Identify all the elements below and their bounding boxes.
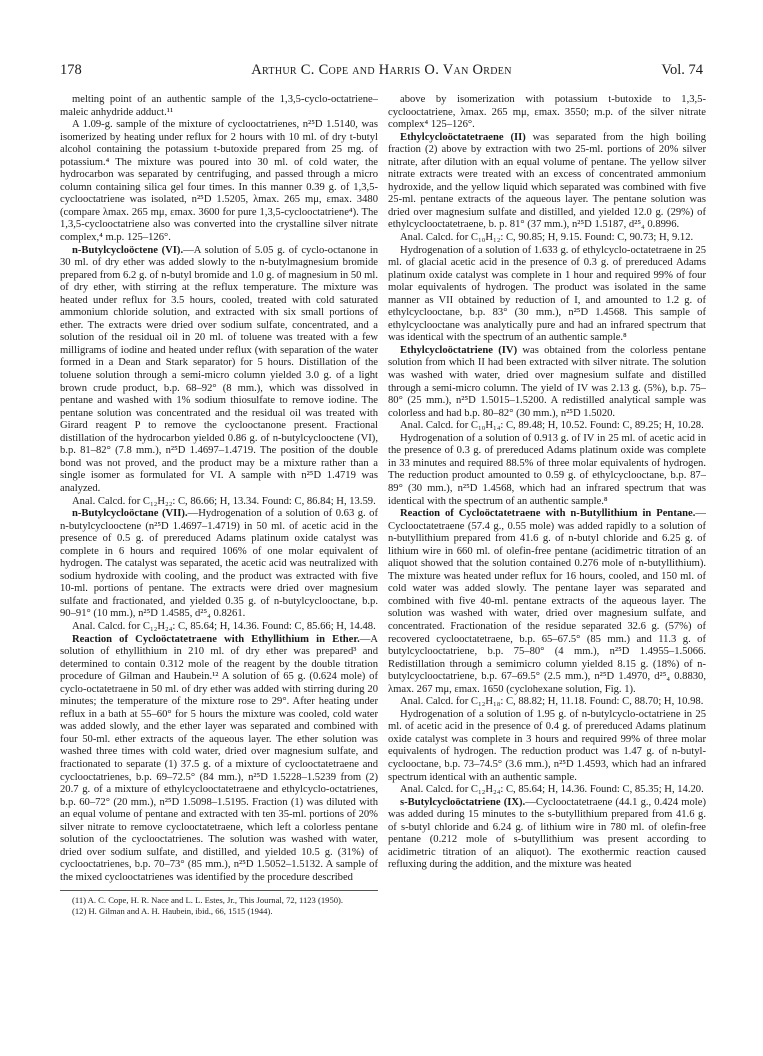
paragraph: [60, 621, 378, 634]
section-heading: Reaction of Cycloöctatetraene with Ethyllithium in Ether.: [72, 633, 360, 645]
paragraph: [388, 345, 706, 420]
running-title: Arthur C. Cope and Harris O. Van Orden: [251, 62, 512, 78]
footnote: (12) H. Gilman and A. H. Haubein, ibid., 66, 1515 (1944).: [72, 906, 273, 917]
paragraph: [388, 709, 706, 784]
paragraph-text: —Hydrogenation of a solution of 0.63 g. of n-butylcyclooctene (n²⁵D 1.4697–1.4719) in 50 ml. of acetic acid in the presence of 0.5 g. of prereduced Adams platinum oxide catalyst was complete in 6 hours and required 106% of one molar equivalent of hydrogen. The catalyst was separated, the acetic acid was neutralized with sodium hydroxide with cooling, and the product was extracted with five 10-ml. portions of pentane. The extracts were dried over magnesium sulfate and fractionated, and yielded 0.35 g. of n-butylcyclooctane, b.p. 90–91° (10 mm.), n²⁵D 1.4585, d²⁵₄ 0.8261.: [60, 508, 378, 620]
paragraph-text: —Cyclooctatetraene (44.1 g., 0.424 mole) was added during 15 minutes to the s-butyllithium prepared from 41.6 g. of s-butyl chloride and 6.24 g. of lithium wire in 780 ml. of olefin-free pentane (0.212 mole of s-butyllithium was present according to acidimetric titration of an aliquot). The exothermic reaction caused refluxing during the addition, and the mixture was heated: [388, 796, 706, 871]
paragraph-text: Anal. Calcd. for C₁₂H₁₈: C, 88.82; H, 11.18. Found: C, 88.70; H, 10.98.: [400, 696, 704, 708]
paragraph: [60, 634, 378, 885]
section-heading: Ethylcycloöctatetraene (II): [400, 131, 526, 143]
section-heading: s-Butylcycloöctatriene (IX).: [400, 796, 526, 808]
paragraph-text: Hydrogenation of a solution of 0.913 g. of IV in 25 ml. of acetic acid in the presence of 0.3 g. of prereduced Adams platinum oxide was complete in 33 minutes and required 88.5% of three molar equivalents of hydrogen. The reduction product amounted to 0.59 g. of ethylcyclooctane, b.p. 87–89° (30 mm.), n²⁵D 1.4568, which had an infrared spectrum that was identical with the spectrum of an authentic sample.⁸: [388, 432, 706, 507]
paragraph-text: A 1.09-g. sample of the mixture of cyclooctatrienes, n²⁵D 1.5140, was isomerized by heating under reflux for 2 hours with 10 ml. of dry t-butyl alcohol containing the potassium t-butoxide prepared from 25 mg. of potassium.⁴ The mixture was poured into 30 ml. of cold water, the hydrocarbon was separated by centrifuging, and passed through a micro column containing silica gel four times. In this manner 0.39 g. of 1,3,5-cyclooctatriene was isolated, n²⁵D 1.5205, λmax. 265 mμ, εmax. 3480 (compare λmax. 265 mμ, εmax. 3600 for pure 1,3,5-cyclooctatriene⁴). The 1,3,5-cyclooctatriene also was converted into the crystalline silver nitrate complex,⁴ m.p. 125–126°.: [60, 119, 378, 244]
paragraph-text: was separated from the high boiling fraction (2) above by extraction with two 25-ml. portions of 20% silver nitrate, after dilution with an equal volume of pentane. The yellow silver nitrate extracts were treated with an excess of concentrated ammonium hydroxide, and the yellow liquid which separated was combined with five 25-ml. pentane extracts of the aqueous layer. The pentane solution was dried over magnesium sulfate and distilled, and yielded 12.0 g. (29%) of ethylcyclooctatetraene, b. p. 81° (37 mm.), n²⁵D 1.5187, d²⁵₄ 0.8996.: [388, 131, 706, 231]
section-heading: Reaction of Cycloöctatetraene with n-Butyllithium in Pentane.: [400, 508, 696, 520]
paragraph-text: Anal. Calcd. for C₁₀H₁₄: C, 89.48; H, 10.52. Found: C, 89.25; H, 10.28.: [400, 420, 704, 432]
paragraph: [388, 94, 706, 132]
paragraph-text: Hydrogenation of a solution of 1.633 g. of ethylcyclo-octatetraene in 25 ml. of glacial acetic acid in the presence of 0.3 g. of prereduced Adams platinum oxide catalyst was complete in 1 hour and required 99% of four molar equivalents of hydrogen. The product was isolated in the same manner as VII obtained by reduction of I, and amounted to 1.2 g. of ethylcyclooctane, b.p. 83° (30 mm.), n²⁵D 1.4568. This sample of ethylcyclooctane was analytically pure and had an infrared spectrum that was identical with the spectrum of an authentic sample.⁸: [388, 244, 706, 344]
paragraph: [60, 94, 378, 119]
paragraph-text: Anal. Calcd. for C₁₂H₂₄: C, 85.64; H, 14.36. Found: C, 85.35; H, 14.20.: [400, 784, 704, 796]
paragraph-text: melting point of an authentic sample of the 1,3,5-cyclo-octatriene–maleic anhydride adduct.¹¹: [60, 94, 378, 118]
paragraph-text: Anal. Calcd. for C₁₀H₁₂: C, 90.85; H, 9.15. Found: C, 90.73; H, 9.12.: [400, 232, 694, 244]
paragraph: [60, 245, 378, 496]
paragraph: [388, 420, 706, 433]
footnotes: [60, 890, 378, 916]
section-heading: n-Butylcycloöctene (VI).: [72, 244, 184, 256]
paragraph: [388, 797, 706, 872]
paragraph-text: Anal. Calcd. for C₁₂H₂₄: C, 85.64; H, 14.36. Found: C, 85.66; H, 14.48.: [72, 620, 376, 632]
paragraph: [60, 496, 378, 509]
paragraph: [388, 433, 706, 508]
right-column: [388, 94, 706, 1054]
paragraph-text: Anal. Calcd. for C₁₂H₂₂: C, 86.66; H, 13.34. Found: C, 86.84; H, 13.59.: [72, 495, 376, 507]
section-heading: Ethylcycloöctatriene (IV): [400, 344, 518, 356]
page-number: 178: [60, 62, 82, 78]
paragraph-text: Hydrogenation of a solution of 1.95 g. of n-butylcyclo-octatriene in 25 ml. of acetic acid in the presence of 0.4 g. of prereduced Adams platinum oxide catalyst was complete in 3 hours and required 99% of three molar equivalents of hydrogen. The reduction product was 1.47 g. of n-butyl-cyclooctane, b.p. 73–74.5° (3.6 mm.), n²⁵D 1.4593, which had an infrared spectrum identical with an authentic sample.: [388, 708, 706, 783]
footnote: (11) A. C. Cope, H. R. Nace and L. L. Estes, Jr., This Journal, 72, 1123 (1950).: [72, 895, 344, 906]
paragraph: [60, 119, 378, 244]
paragraph: [60, 508, 378, 621]
paragraph: [388, 784, 706, 797]
paragraph: [388, 232, 706, 245]
paragraph-text: —A solution of ethyllithium in 210 ml. of dry ether was prepared³ and determined to contain 0.312 mole of the reagent by the double titration procedure of Gilman and Haubein.¹² A solution of 65 g. (0.624 mole) of cyclo-octatetraene in 50 ml. of dry ether was added with stirring during 20 minutes; the temperature of the mixture rose to 29°. After heating under reflux in a bath at 55–60° for 5 hours the mixture was cooled, cold water was added slowly, and the ether layer was separated and combined with four 50-ml. ether extracts of the aqueous layer. The ether solution was washed three times with cold water, dried over magnesium sulfate, and fractionated to separate (1) 37.5 g. of a mixture of cyclooctatetraene and cyclooctatrienes, b.p. 69–72.5° (84 mm.), n²⁵D 1.5228–1.5239 from (2) 20.7 g. of a mixture of ethylcyclooctatetraene and ethylcyclo-octatrienes, b.p. 60–72° (20 mm.), n²⁵D 1.5098–1.5195. Fraction (1) was diluted with an equal volume of pentane and extracted with ten 35-ml. portions of 20% silver nitrate to remove cyclooctatetraene, which left a colorless pentane solution of the cyclooctatrienes. The solution was washed with water, dried over sodium sulfate, and distilled, and yielded 10.5 g. (31%) of cyclooctatrienes, b.p. 70–73° (85 mm.), n²⁵D 1.5052–1.5132. A sample of the mixed cyclooctatrienes was identified by the procedure described: [60, 633, 378, 883]
paragraph-text: was obtained from the colorless pentane solution from which II had been extracted with silver nitrate. The solution was washed with water, dried over magnesium sulfate and distilled through a semi-micro column. The yield of IV was 2.13 g. (5%), b.p. 75–80° (25 mm.), n²⁵D 1.5015–1.5200. A redistilled analytical sample was colorless and had b.p. 80–82° (30 mm.), n²⁵D 1.5020.: [388, 344, 706, 419]
section-heading: n-Butylcycloöctane (VII).: [72, 508, 188, 520]
paragraph-text: —A solution of 5.05 g. of cyclo-octanone in 30 ml. of dry ether was added slowly to the n-butylmagnesium bromide prepared from 6.2 g. of n-butyl bromide and 1.0 g. of magnesium in 50 ml. of dry ether, with stirring at the reflux temperature. The mixture was heated under reflux for 3.5 hours, cooled, treated with cold saturated ammonium chloride solution, and extracted with six small portions of ether. The extracts were dried over sodium sulfate, concentrated, and a solution of the residual oil in 20 ml. of toluene was treated with a few milligrams of iodine and heated under reflux (with separation of the water formed in a Dean and Stark separator) for 5 hours. Distillation of the toluene solution through a semi-micro column yielded 3.0 g. of a light brown crude product, b.p. 68–92° (8 mm.), which was dissolved in pentane and washed with 1% sodium thiosulfate to remove iodine. The pentane solution was concentrated and the residual oil was treated with Girard reagent P to remove the cyclooctanone present. Fractional distillation of the hydrocarbon yielded 0.86 g. of n-butylcyclooctene (VI), b.p. 81–82° (7.8 mm.), n²⁵D 1.4697–1.4719. The position of the double bond was not proved, and the product may be a mixture rather than a single isomer as formulated for VI. A sample with n²⁵D 1.4719 was analyzed.: [60, 244, 378, 494]
paragraph: [388, 132, 706, 232]
page-header: [60, 62, 703, 82]
paragraph: [388, 696, 706, 709]
paragraph: [388, 508, 706, 696]
volume-number: Vol. 74: [661, 62, 703, 78]
left-column: [60, 94, 378, 1054]
paragraph-text: above by isomerization with potassium t-butoxide to 1,3,5-cyclooctatriene, λmax. 265 mμ, εmax. 3550; m.p. of the silver nitrate complex⁴ 125–126°.: [388, 94, 706, 131]
paragraph-text: —Cyclooctatetraene (57.4 g., 0.55 mole) was added rapidly to a solution of n-butyllithium prepared from 41.6 g. of n-butyl chloride and 6.25 g. of lithium wire in 660 ml. of olefin-free pentane (acidimetric titration of an aliquot showed that the solution contained 0.276 mole of n-butyllithium). The mixture was heated under reflux for 16 hours, cooled, and 150 ml. of cold water was added slowly. The pentane layer was separated and combined with five 40-ml. pentane extracts of the aqueous layer. The solution was washed with water, dried over magnesium sulfate, and concentrated. Fractionation of the residue separated 32.6 g. (57%) of recovered cyclooctatetraene, b.p. 65–67.5° (85 mm.) and 11.3 g. of butylcyclooctatriene, b.p. 75–80° (4 mm.), n²⁵D 1.4955–1.5066. Redistillation through a semimicro column yielded 8.15 g. (18%) of n-butylcyclooctatriene, b.p. 67–69.5° (2.5 mm.), n²⁵D 1.4970, d²⁵₄ 0.8830, λmax. 267 mμ, εmax. 1650 (cyclohexane solution, Fig. 1).: [388, 508, 706, 695]
paragraph: [388, 245, 706, 345]
